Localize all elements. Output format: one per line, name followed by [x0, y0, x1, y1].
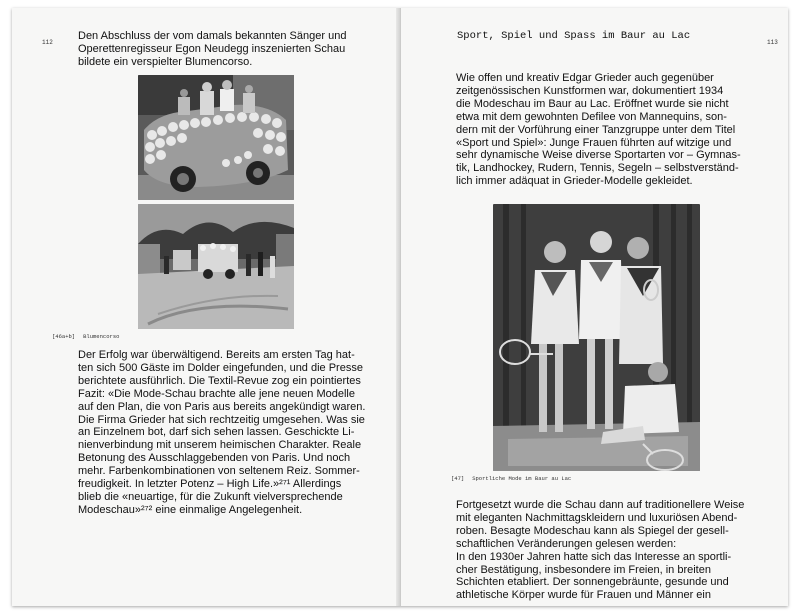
text-line: ten sich 500 Gäste im Dolder eingefunden, und die Presse: [78, 361, 363, 374]
text-line: an Einzelnem bot, darf sich sehen lassen. Geschickte Li-: [78, 426, 355, 439]
caption-number: [47]: [451, 475, 465, 482]
text-line: athletische Körper wurde für Frauen und Männer ein: [456, 589, 711, 602]
text-line: tik, Landhockey, Rudern, Tennis, Segeln – selbstverständ-: [456, 162, 739, 175]
running-head: Sport, Spiel und Spass im Baur au Lac: [457, 30, 691, 42]
text-line: mit eleganten Nachmittagskleidern und luxuriösen Abend-: [456, 511, 738, 524]
caption-number: [46a+b]: [52, 333, 76, 340]
left-page: [12, 8, 399, 606]
text-line: Fazit: «Die Mode-Schau brachte alle jene neuen Modelle: [78, 387, 355, 400]
text-line: etwa mit dem gewohnten Defilee von Mannequins, son-: [456, 110, 727, 123]
text-line: mehr. Farbenkombinationen von seltenem Reiz. Sommer-: [78, 465, 360, 478]
flower-car-photo: [138, 75, 294, 200]
text-line: dern mit der Vorführung einer Tanzgruppe unter dem Titel: [456, 123, 736, 136]
text-line: «Sport und Spiel»: Junge Frauen führten auf witzige und: [456, 136, 732, 149]
right-page-number: 113: [767, 39, 778, 46]
text-line: blieb die «neuartige, für die Zukunft vielversprechende: [78, 490, 343, 503]
flower-procession-photo: [138, 204, 294, 329]
left-intro-paragraph: [78, 30, 346, 69]
right-photo-caption: [451, 475, 571, 482]
text-line: Der Erfolg war überwältigend. Bereits am ersten Tag hat-: [78, 349, 355, 361]
text-line: roben. Besagte Modeschau kann als Spiegel der gesell-: [456, 524, 729, 537]
text-line: zeitgenössischen Kunstformen war, dokumentiert 1934: [456, 84, 724, 97]
caption-text: Blumencorso: [83, 333, 120, 340]
text-line: Schichten etabliert. Der sonnengebräunte, gesunde und: [456, 576, 729, 589]
sport-fashion-illustration: [493, 204, 700, 471]
right-page: [401, 8, 788, 606]
right-intro-paragraph: [456, 72, 741, 188]
text-line: Modeschau»²⁷² eine einmalige Angelegenheit.: [78, 503, 303, 516]
text-line: freudigkeit. In letzter Potenz – High Life.»²⁷¹ Allerdings: [78, 478, 342, 491]
flower-car-illustration: [138, 75, 294, 200]
text-line: auf den Plan, die von Paris aus bereits angekündigt waren.: [78, 400, 366, 413]
text-line: die Modeschau im Baur au Lac. Eröffnet wurde sie nicht: [456, 97, 729, 110]
text-line: Den Abschluss der vom damals bekannten Sänger und: [78, 30, 347, 42]
left-body-paragraph: [78, 349, 365, 517]
text-line: Die Firma Grieder hat sich rechtzeitig umgesehen. Was sie: [78, 413, 365, 426]
text-line: sehr dynamische Weise diverse Sportarten vor – Gymnas-: [456, 149, 741, 162]
flower-procession-illustration: [138, 204, 294, 329]
text-line: Betonung des Ausschlaggebenden von Paris. Und noch: [78, 452, 351, 465]
sport-fashion-photo: [493, 204, 700, 471]
caption-text: Sportliche Mode im Baur au Lac: [472, 475, 572, 482]
text-line: nienverbindung mit unserem heimischen Charakter. Reale: [78, 439, 362, 452]
book-spread: [12, 8, 788, 606]
right-body-paragraph: [456, 499, 744, 602]
text-line: lich immer adäquat in Grieder-Modelle gekleidet.: [456, 175, 693, 188]
text-line: berichtete ausführlich. Die Textil-Revue zog ein pointiertes: [78, 374, 361, 387]
text-line: In den 1930er Jahren hatte sich das Interesse an sportli-: [456, 550, 732, 563]
text-line: Fortgesetzt wurde die Schau dann auf traditionellere Weise: [456, 499, 745, 511]
text-line: bildete ein verspielter Blumencorso.: [78, 55, 253, 68]
text-line: schaftlichen Veränderungen gelesen werden:: [456, 537, 677, 550]
text-line: Wie offen und kreativ Edgar Grieder auch gegenüber: [456, 72, 714, 84]
left-page-number: 112: [42, 39, 53, 46]
text-line: Operettenregisseur Egon Neudegg inszenierten Schau: [78, 42, 346, 55]
text-line: cher Bestätigung, insbesondere im Freien, in breiten: [456, 563, 711, 576]
left-photo-caption: [52, 333, 119, 340]
